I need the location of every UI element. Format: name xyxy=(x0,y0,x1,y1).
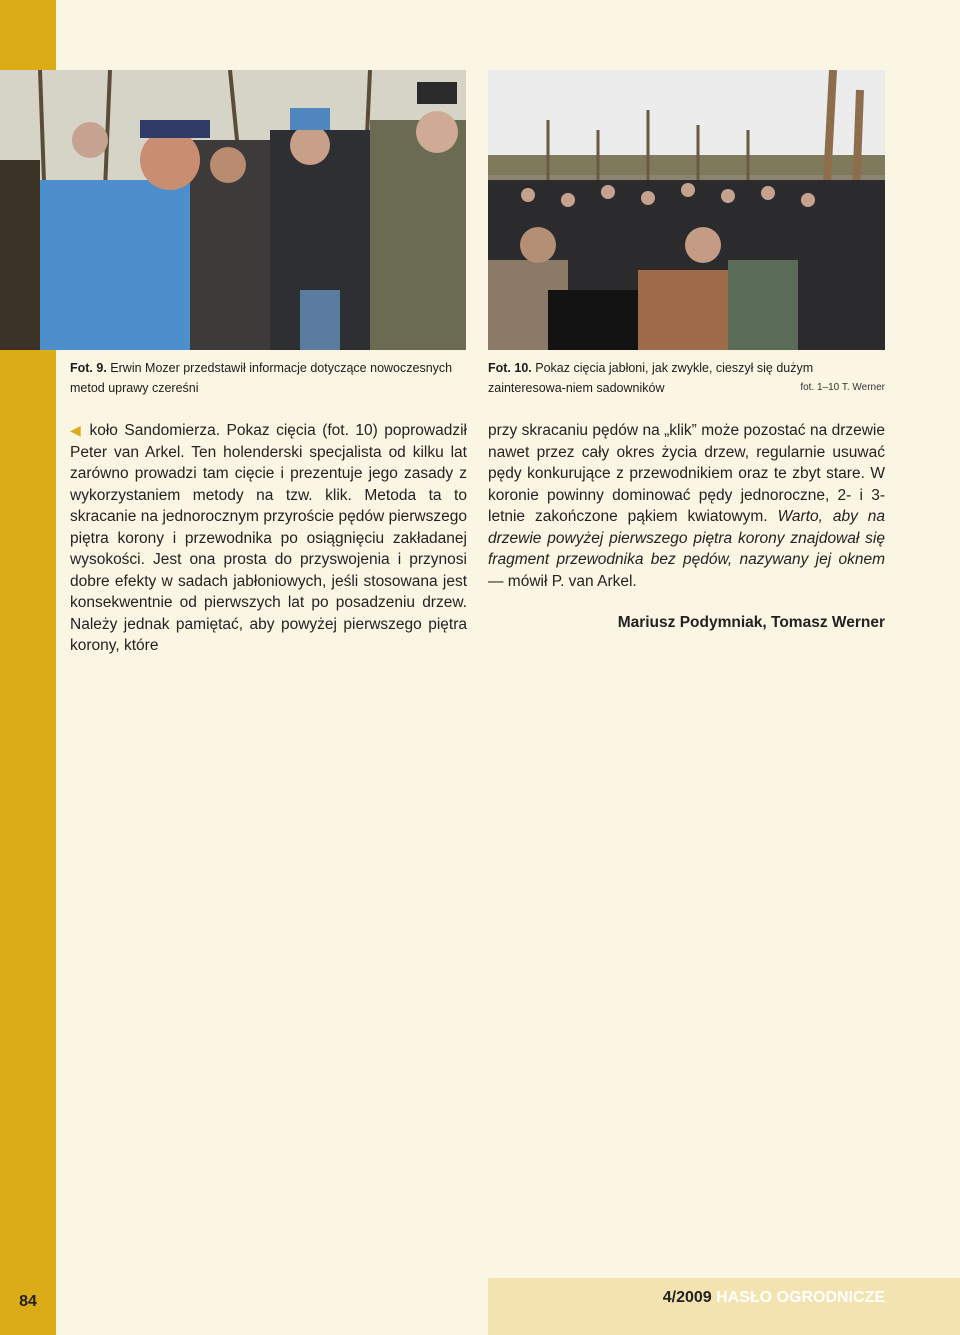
article-paragraph: koło Sandomierza. Pokaz cięcia (fot. 10) poprowadził Peter van Arkel. Ten holenderski specjalista od kilku lat zarówno prowadzi tam cięcie i prezentuje jego zasady z wykorzystaniem metody na tzw. klik. Metoda ta to skracanie na jednorocznym przyroście pędów pierwszego piętra korony i przewodnika po osiągnięciu zakładanej wysokości. Jest ona prosta do przyswojenia i przynosi dobre efekty w sadach jabłoniowych, jeśli stosowana jest konsekwentnie od pierwszych lat po posadzeniu drzew. Należy jednak pamiętać, aby powyżej pierwszego piętra korony, które xyxy=(70,422,467,654)
article-column-2 xyxy=(488,420,885,592)
photo-crowd-orchard-icon xyxy=(488,70,885,350)
page-number: 84 xyxy=(19,1293,37,1310)
issue-number: 4/2009 xyxy=(662,1289,712,1306)
photo-credit: fot. 1–10 T. Werner xyxy=(800,382,885,393)
photo-fot-9 xyxy=(0,70,466,350)
article-paragraph: przy skracaniu pędów na „klik” może pozostać na drzewie nawet przez cały okres życia drzew, regularnie usuwać pędy konkurujące z przewodnikiem oraz te zbyt stare. W koronie powinny dominować pędy jednoroczne, 2- i 3-letnie zakończone pąkiem kwiatowym. xyxy=(488,422,885,525)
article-quote: Warto, aby na drzewie powyżej pierwszego piętra korony znajdował się fragment przewodnika bez pędów, nazywany jej oknem xyxy=(488,508,886,568)
caption-text: Pokaz cięcia jabłoni, jak zwykle, cieszył się dużym zainteresowa-niem sadowników xyxy=(488,361,814,395)
magazine-name: HASŁO OGRODNICZE xyxy=(716,1289,885,1306)
issue-label xyxy=(663,1289,885,1307)
article-column-1 xyxy=(70,420,467,657)
caption-label: Fot. 9. xyxy=(70,361,107,375)
caption-text: Erwin Mozer przedstawił informacje dotyczące nowoczesnych metod uprawy czereśni xyxy=(70,361,453,395)
caption-fot-9 xyxy=(70,358,467,398)
continuation-arrow-icon: ◀ xyxy=(70,422,83,438)
caption-label: Fot. 10. xyxy=(488,361,532,375)
article-paragraph-end: — mówił P. van Arkel. xyxy=(488,572,637,590)
article-authors: Mariusz Podymniak, Tomasz Werner xyxy=(617,614,885,631)
photo-fot-10 xyxy=(488,70,885,350)
photo-orchard-group-icon xyxy=(0,70,466,350)
caption-fot-10 xyxy=(488,358,885,398)
